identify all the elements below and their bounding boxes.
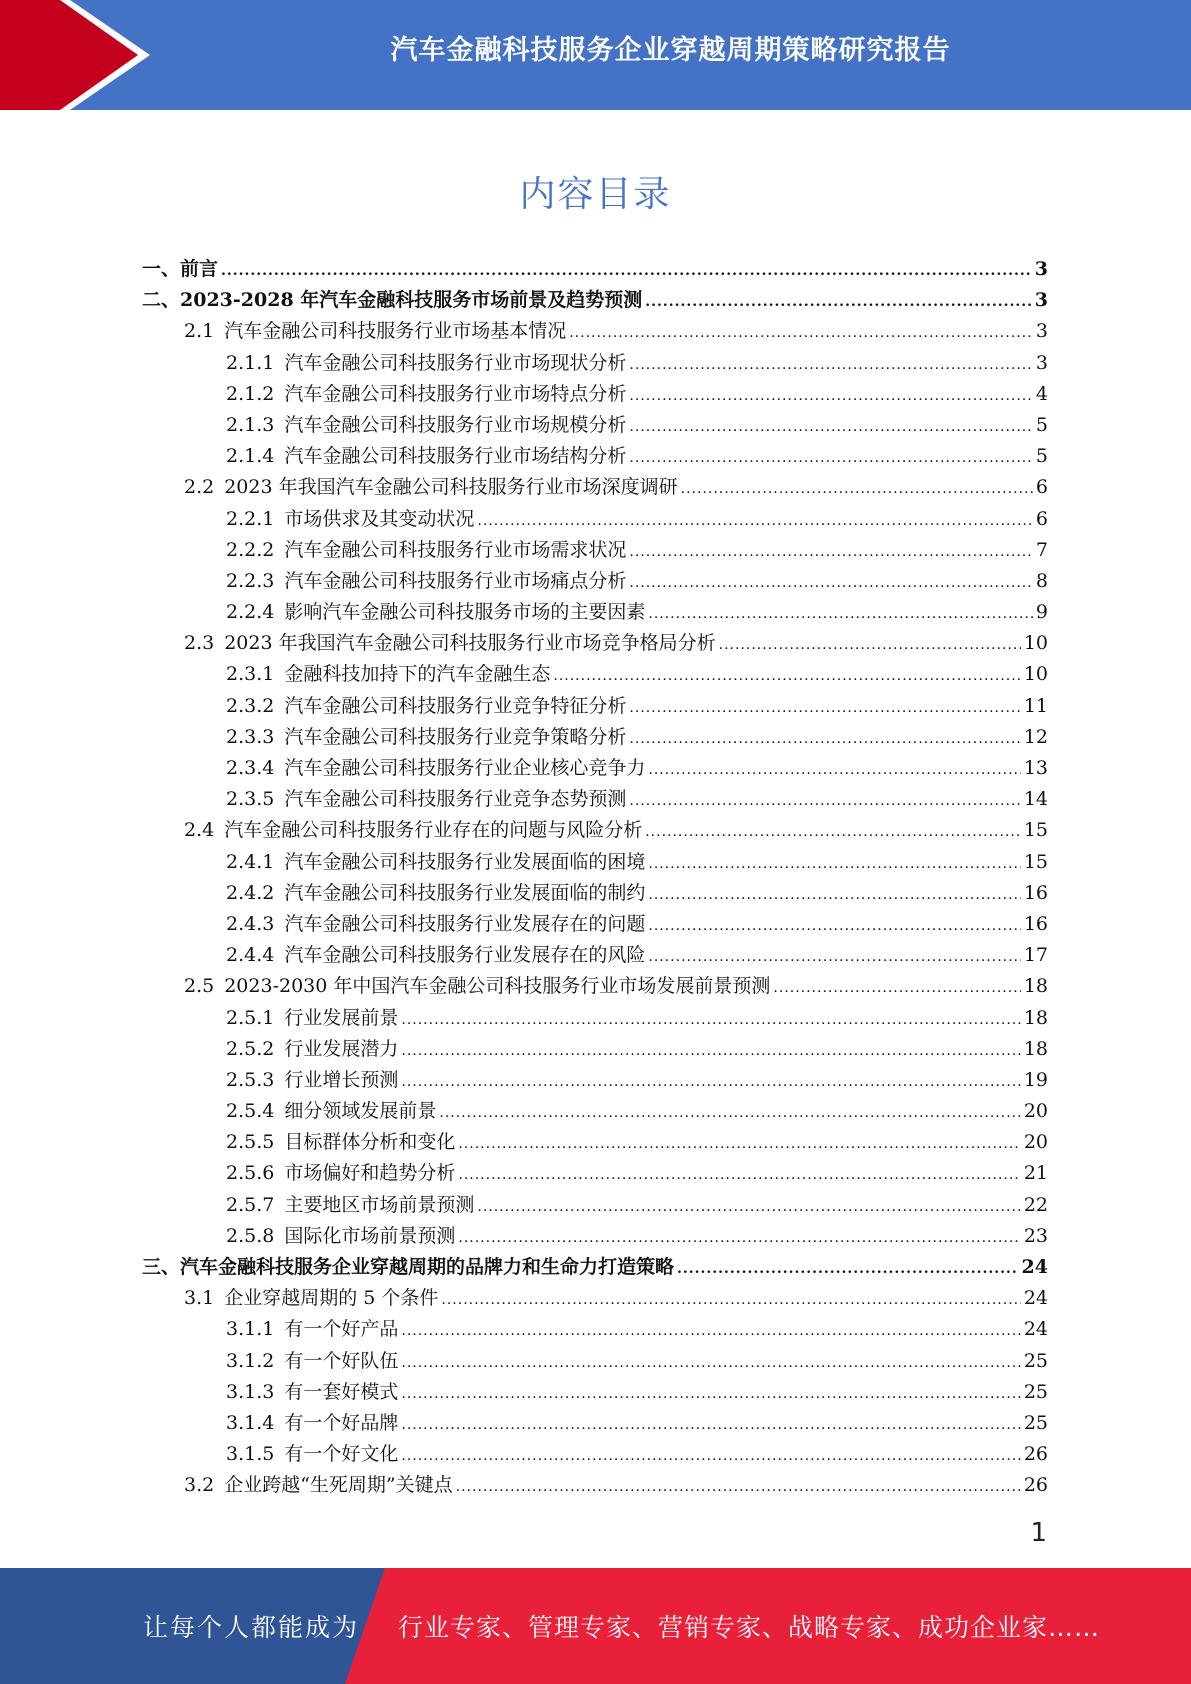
- toc-entry-page: 4: [1035, 382, 1048, 405]
- toc-entry-number: 2.2.3: [226, 569, 275, 592]
- toc-entry-title: 汽车金融公司科技服务行业存在的问题与风险分析: [224, 819, 643, 842]
- toc-leader-dots: [773, 973, 1020, 1004]
- toc-entry-title: 前言: [180, 258, 219, 280]
- toc-entry-number: 2.5.8: [226, 1224, 275, 1247]
- toc-entry-title: 2023-2030 年中国汽车金融公司科技服务行业市场发展前景预测: [224, 975, 771, 998]
- toc-entry[interactable]: [142, 815, 1048, 846]
- page-footer: [0, 1568, 1191, 1684]
- toc-entry-number: 3.2: [184, 1474, 215, 1497]
- toc-entry[interactable]: [142, 410, 1048, 441]
- toc-leader-dots: [629, 786, 1020, 817]
- toc-entry-page: 5: [1035, 413, 1048, 436]
- toc-entry-title: 金融科技加持下的汽车金融生态: [284, 663, 551, 686]
- toc-entry[interactable]: [142, 504, 1048, 535]
- table-of-contents: [142, 254, 1048, 1502]
- toc-entry[interactable]: [142, 1252, 1048, 1283]
- toc-entry-page: 20: [1023, 1131, 1048, 1154]
- page-number: 1: [1030, 1518, 1047, 1548]
- toc-entry-number: 2.4.3: [226, 912, 275, 935]
- toc-leader-dots: [458, 1160, 1020, 1191]
- toc-entry-page: 20: [1023, 1100, 1048, 1123]
- toc-leader-dots: [477, 1192, 1020, 1223]
- toc-entry[interactable]: [142, 348, 1048, 379]
- toc-leader-dots: [401, 1410, 1020, 1441]
- toc-entry-page: 9: [1035, 601, 1048, 624]
- toc-entry-number: 2.5.4: [226, 1100, 275, 1123]
- toc-entry[interactable]: [142, 628, 1048, 659]
- toc-entry-page: 18: [1023, 975, 1048, 998]
- toc-entry-title: 行业增长预测: [284, 1068, 399, 1091]
- toc-entry-page: 6: [1035, 507, 1048, 530]
- toc-entry-number: 2.5.2: [226, 1037, 275, 1060]
- toc-leader-dots: [648, 911, 1020, 942]
- toc-entry[interactable]: [142, 909, 1048, 940]
- toc-entry-title: 汽车金融公司科技服务行业发展面临的制约: [284, 881, 646, 904]
- toc-entry-page: 3: [1035, 320, 1048, 343]
- toc-entry-number: 2.3.2: [226, 694, 275, 717]
- toc-entry[interactable]: [142, 784, 1048, 815]
- toc-entry-number: 2.1: [184, 320, 215, 343]
- toc-leader-dots: [401, 1036, 1020, 1067]
- page-header: [0, 0, 1191, 110]
- toc-entry[interactable]: [142, 254, 1048, 285]
- toc-entry-page: 13: [1023, 757, 1048, 779]
- toc-leader-dots: [648, 755, 1020, 786]
- toc-entry-title: 汽车金融公司科技服务行业市场规模分析: [284, 413, 627, 436]
- toc-entry-title: 汽车金融公司科技服务行业市场现状分析: [284, 351, 627, 374]
- toc-leader-dots: [401, 1316, 1020, 1347]
- toc-leader-dots: [645, 817, 1021, 848]
- toc-entry-page: 18: [1023, 1037, 1048, 1060]
- toc-entry[interactable]: [142, 971, 1048, 1002]
- toc-entry-number: 2.4: [184, 819, 215, 842]
- toc-entry-title: 汽车金融公司科技服务行业发展存在的风险: [284, 944, 646, 967]
- toc-entry-title: 有一套好模式: [284, 1380, 399, 1403]
- toc-entry-page: 17: [1023, 944, 1048, 967]
- toc-entry[interactable]: [142, 1065, 1048, 1096]
- toc-entry[interactable]: [142, 1283, 1048, 1314]
- toc-leader-dots: [629, 568, 1033, 599]
- toc-entry-number: 2.2: [184, 476, 215, 499]
- toc-leader-dots: [439, 1098, 1020, 1129]
- toc-entry-title: 主要地区市场前景预测: [284, 1193, 475, 1216]
- toc-entry-title: 有一个好产品: [284, 1318, 399, 1341]
- toc-entry-page: 25: [1023, 1411, 1048, 1434]
- toc-leader-dots: [629, 381, 1033, 412]
- toc-entry-page: 24: [1023, 1318, 1048, 1341]
- toc-entry-title: 汽车金融公司科技服务行业发展面临的困境: [284, 850, 646, 873]
- report-title: 汽车金融科技服务企业穿越周期策略研究报告: [390, 35, 951, 66]
- toc-leader-dots: [477, 506, 1033, 537]
- toc-entry-title: 行业发展前景: [284, 1006, 399, 1029]
- toc-entry-page: 3: [1034, 258, 1048, 280]
- toc-entry[interactable]: [142, 535, 1048, 566]
- toc-entry[interactable]: [142, 1470, 1048, 1501]
- toc-leader-dots: [456, 1472, 1021, 1503]
- toc-entry[interactable]: [142, 1439, 1048, 1470]
- toc-entry-title: 汽车金融公司科技服务行业竞争态势预测: [284, 788, 627, 811]
- toc-entry-page: 19: [1023, 1068, 1048, 1091]
- toc-leader-dots: [677, 1254, 1019, 1285]
- toc-entry-page: 25: [1023, 1380, 1048, 1403]
- toc-leader-dots: [401, 1348, 1020, 1379]
- toc-entry-title: 企业穿越周期的 5 个条件: [224, 1287, 439, 1310]
- toc-entry[interactable]: [142, 1377, 1048, 1408]
- toc-leader-dots: [401, 1005, 1020, 1036]
- toc-entry[interactable]: [142, 1408, 1048, 1439]
- toc-entry-title: 汽车金融公司科技服务行业市场痛点分析: [284, 569, 627, 592]
- toc-entry-title: 汽车金融公司科技服务行业竞争策略分析: [284, 725, 627, 748]
- toc-entry-page: 6: [1035, 476, 1048, 499]
- toc-entry-number: 3.1.2: [226, 1349, 275, 1372]
- toc-entry-title: 有一个好队伍: [284, 1349, 399, 1372]
- toc-entry-page: 10: [1023, 632, 1048, 655]
- toc-entry-title: 汽车金融公司科技服务行业市场基本情况: [224, 320, 567, 343]
- toc-entry[interactable]: [142, 1158, 1048, 1189]
- toc-entry-page: 5: [1035, 445, 1048, 468]
- toc-leader-dots: [645, 287, 1031, 318]
- toc-leader-dots: [648, 849, 1020, 880]
- toc-entry-number: 2.1.2: [226, 382, 275, 405]
- toc-leader-dots: [401, 1379, 1020, 1410]
- toc-entry-page: 21: [1023, 1162, 1048, 1185]
- toc-leader-dots: [629, 412, 1033, 443]
- toc-entry-page: 8: [1035, 569, 1048, 592]
- toc-entry-title: 汽车金融公司科技服务行业市场结构分析: [284, 445, 627, 468]
- toc-leader-dots: [648, 942, 1020, 973]
- toc-entry-page: 3: [1034, 289, 1048, 312]
- toc-entry-title: 汽车金融公司科技服务行业竞争特征分析: [284, 694, 627, 717]
- toc-entry-title: 市场供求及其变动状况: [284, 507, 475, 530]
- toc-entry-title: 汽车金融公司科技服务行业发展存在的问题: [284, 912, 646, 935]
- toc-entry-number: 2.2.1: [226, 507, 275, 530]
- toc-entry[interactable]: [142, 1127, 1048, 1158]
- toc-entry-number: 2.5.5: [226, 1131, 275, 1154]
- toc-entry-title: 企业跨越“生死周期”关键点: [224, 1474, 453, 1497]
- toc-entry-number: 2.5: [184, 975, 215, 998]
- toc-entry-page: 3: [1035, 351, 1048, 374]
- toc-leader-dots: [629, 537, 1033, 568]
- toc-entry-title: 目标群体分析和变化: [284, 1131, 456, 1154]
- toc-entry[interactable]: [142, 472, 1048, 503]
- toc-leader-dots: [629, 350, 1033, 381]
- toc-entry[interactable]: [142, 1314, 1048, 1345]
- toc-entry-number: 3.1.1: [226, 1318, 275, 1341]
- toc-entry[interactable]: [142, 940, 1048, 971]
- toc-entry-title: 市场偏好和趋势分析: [284, 1162, 456, 1185]
- toc-entry-number: 2.3.5: [226, 788, 275, 811]
- toc-leader-dots: [719, 630, 1021, 661]
- footer-slogan-left: 让每个人都能成为: [143, 1613, 360, 1642]
- toc-entry[interactable]: [142, 691, 1048, 722]
- toc-entry-title: 汽车金融公司科技服务行业市场需求状况: [284, 538, 627, 561]
- toc-entry[interactable]: [142, 878, 1048, 909]
- toc-entry[interactable]: [142, 285, 1048, 316]
- toc-entry[interactable]: [142, 1221, 1048, 1252]
- toc-entry-number: 2.3.3: [226, 725, 275, 748]
- toc-entry[interactable]: [142, 753, 1048, 784]
- toc-entry-page: 16: [1023, 912, 1048, 935]
- toc-entry[interactable]: [142, 1096, 1048, 1127]
- toc-entry-page: 25: [1023, 1349, 1048, 1372]
- toc-leader-dots: [401, 1441, 1020, 1472]
- toc-entry-page: 23: [1023, 1224, 1048, 1247]
- toc-entry-title: 2023 年我国汽车金融公司科技服务行业市场深度调研: [224, 476, 678, 499]
- footer-slogan-right: 行业专家、管理专家、营销专家、战略专家、成功企业家……: [398, 1613, 1101, 1642]
- toc-entry-number: 3.1.4: [226, 1411, 275, 1434]
- toc-entry-page: 10: [1023, 663, 1048, 686]
- toc-entry-number: 一、: [142, 258, 181, 280]
- toc-entry-number: 2.3.4: [226, 757, 275, 779]
- toc-entry-page: 12: [1023, 725, 1048, 748]
- toc-entry-number: 二、: [142, 289, 181, 312]
- toc-title: 内容目录: [519, 174, 672, 215]
- toc-entry-title: 2023 年我国汽车金融公司科技服务行业市场竞争格局分析: [224, 632, 716, 655]
- toc-leader-dots: [681, 474, 1033, 505]
- toc-entry-number: 3.1.3: [226, 1380, 275, 1403]
- toc-entry[interactable]: [142, 722, 1048, 753]
- toc-entry-page: 24: [1023, 1287, 1048, 1310]
- toc-entry-title: 细分领域发展前景: [284, 1100, 437, 1123]
- toc-entry[interactable]: [142, 659, 1048, 690]
- toc-entry[interactable]: [142, 441, 1048, 472]
- toc-leader-dots: [629, 724, 1020, 755]
- toc-leader-dots: [629, 443, 1033, 474]
- toc-entry-page: 16: [1023, 881, 1048, 904]
- toc-entry-page: 26: [1023, 1474, 1048, 1497]
- toc-entry-title: 有一个好文化: [284, 1443, 399, 1466]
- toc-entry-page: 24: [1021, 1256, 1048, 1278]
- toc-entry-title: 行业发展潜力: [284, 1037, 399, 1060]
- toc-leader-dots: [441, 1285, 1020, 1316]
- toc-entry[interactable]: [142, 597, 1048, 628]
- toc-entry-number: 2.1.3: [226, 413, 275, 436]
- toc-entry-title: 汽车金融公司科技服务行业企业核心竞争力: [284, 757, 646, 779]
- toc-entry-number: 2.5.1: [226, 1006, 275, 1029]
- toc-entry-page: 14: [1023, 788, 1048, 811]
- toc-entry-number: 2.4.4: [226, 944, 275, 967]
- toc-entry[interactable]: [142, 1346, 1048, 1377]
- toc-entry-number: 2.4.1: [226, 850, 275, 873]
- toc-entry-title: 有一个好品牌: [284, 1411, 399, 1434]
- toc-entry-number: 2.4.2: [226, 881, 275, 904]
- toc-entry-number: 三、: [142, 1256, 181, 1278]
- toc-leader-dots: [569, 318, 1033, 349]
- toc-entry-page: 7: [1035, 538, 1048, 561]
- toc-entry-page: 11: [1023, 694, 1048, 717]
- toc-entry-number: 2.3: [184, 632, 215, 655]
- toc-entry[interactable]: [142, 1034, 1048, 1065]
- toc-leader-dots: [553, 661, 1020, 692]
- toc-entry-number: 2.1.4: [226, 445, 275, 468]
- toc-entry[interactable]: [142, 379, 1048, 410]
- toc-entry-number: 2.5.7: [226, 1193, 275, 1216]
- toc-entry-title: 国际化市场前景预测: [284, 1224, 456, 1247]
- toc-entry-number: 3.1: [184, 1287, 215, 1310]
- toc-entry-number: 2.5.3: [226, 1068, 275, 1091]
- toc-entry-page: 22: [1023, 1193, 1048, 1216]
- toc-leader-dots: [221, 256, 1032, 287]
- toc-entry-title: 2023-2028 年汽车金融科技服务市场前景及趋势预测: [180, 289, 643, 312]
- toc-leader-dots: [648, 880, 1020, 911]
- toc-entry-number: 2.5.6: [226, 1162, 275, 1185]
- toc-entry-page: 15: [1023, 819, 1048, 842]
- toc-entry-page: 18: [1023, 1006, 1048, 1029]
- toc-leader-dots: [458, 1223, 1020, 1254]
- toc-leader-dots: [629, 693, 1020, 724]
- toc-entry-number: 2.2.4: [226, 601, 275, 624]
- toc-leader-dots: [648, 599, 1033, 630]
- toc-entry-number: 2.2.2: [226, 538, 275, 561]
- toc-entry-page: 15: [1023, 850, 1048, 873]
- toc-entry-page: 26: [1023, 1443, 1048, 1466]
- toc-entry[interactable]: [142, 316, 1048, 347]
- toc-entry-number: 2.3.1: [226, 663, 275, 686]
- toc-entry-number: 3.1.5: [226, 1443, 275, 1466]
- toc-entry[interactable]: [142, 1190, 1048, 1221]
- toc-entry-title: 影响汽车金融公司科技服务市场的主要因素: [284, 601, 646, 624]
- toc-entry[interactable]: [142, 847, 1048, 878]
- toc-leader-dots: [401, 1067, 1020, 1098]
- toc-entry[interactable]: [142, 566, 1048, 597]
- toc-entry-title: 汽车金融科技服务企业穿越周期的品牌力和生命力打造策略: [180, 1256, 675, 1278]
- toc-leader-dots: [458, 1129, 1020, 1160]
- toc-entry[interactable]: [142, 1003, 1048, 1034]
- toc-entry-number: 2.1.1: [226, 351, 275, 374]
- toc-entry-title: 汽车金融公司科技服务行业市场特点分析: [284, 382, 627, 405]
